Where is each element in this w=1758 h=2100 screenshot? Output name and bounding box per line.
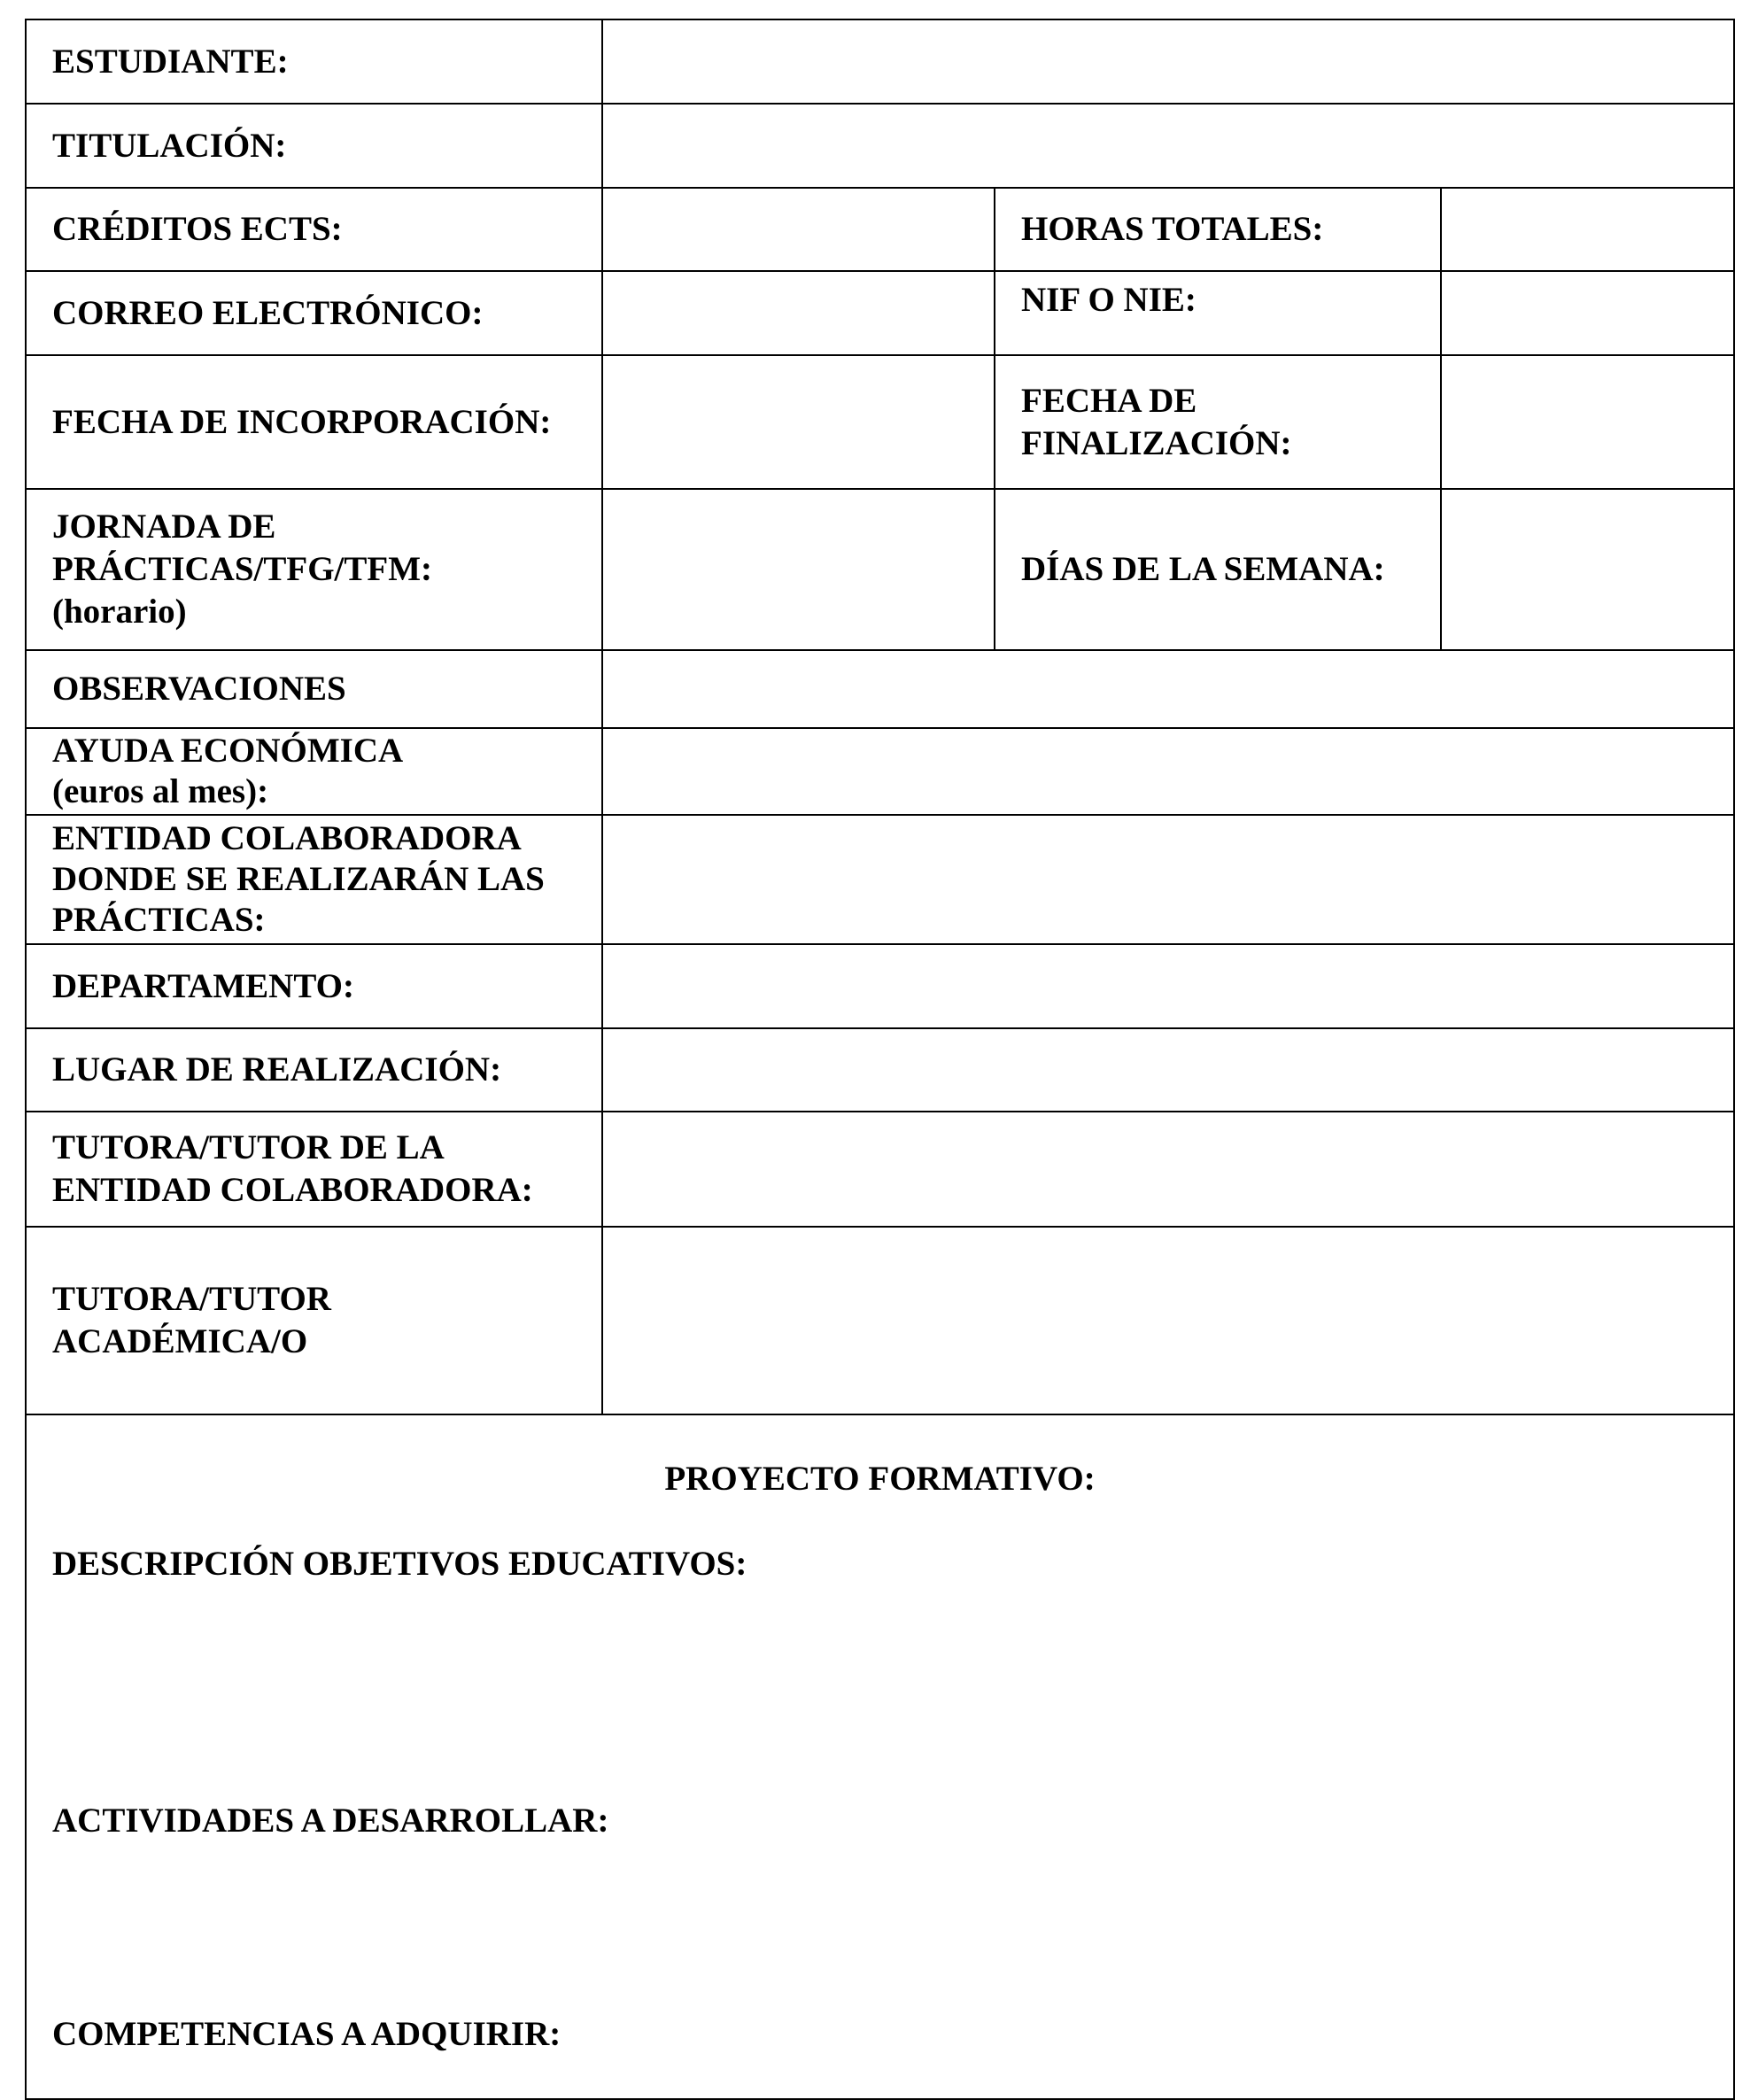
fecha-incorporacion-field[interactable] (602, 355, 995, 489)
descripcion-objetivos-label: DESCRIPCIÓN OBJETIVOS EDUCATIVOS: (52, 1545, 747, 1583)
entidad-colaboradora-field[interactable] (602, 815, 1734, 944)
observaciones-field[interactable] (602, 650, 1734, 728)
jornada-label: JORNADA DE PRÁCTICAS/TFG/TFM: (horario) (26, 489, 602, 650)
nif-nie-label: NIF O NIE: (995, 271, 1441, 355)
row-fechas (26, 355, 1734, 489)
creditos-ects-label: CRÉDITOS ECTS: (26, 188, 602, 271)
estudiante-label: ESTUDIANTE: (26, 19, 602, 104)
creditos-ects-field[interactable] (602, 188, 995, 271)
titulacion-field[interactable] (602, 104, 1734, 188)
row-jornada-dias (26, 489, 1734, 650)
tutor-academico-label: TUTORA/TUTOR ACADÉMICA/O (26, 1227, 602, 1414)
row-tutor-academico (26, 1227, 1734, 1414)
lugar-realizacion-label: LUGAR DE REALIZACIÓN: (26, 1028, 602, 1112)
horas-totales-label: HORAS TOTALES: (995, 188, 1441, 271)
ayuda-economica-field[interactable] (602, 728, 1734, 815)
departamento-label: DEPARTAMENTO: (26, 944, 602, 1028)
row-titulacion (26, 104, 1734, 188)
competencias-label: COMPETENCIAS A ADQUIRIR: (52, 2015, 561, 2053)
row-estudiante (26, 19, 1734, 104)
horas-totales-field[interactable] (1441, 188, 1734, 271)
row-proyecto-formativo (26, 1414, 1734, 2099)
practicas-form (25, 19, 1733, 2053)
nif-nie-field[interactable] (1441, 271, 1734, 355)
proyecto-formativo-section (26, 1414, 1734, 2099)
row-entidad-colaboradora (26, 815, 1734, 944)
row-lugar-realizacion (26, 1028, 1734, 1112)
fecha-finalizacion-label: FECHA DE FINALIZACIÓN: (995, 355, 1441, 489)
departamento-field[interactable] (602, 944, 1734, 1028)
ayuda-economica-label: AYUDA ECONÓMICA (euros al mes): (26, 728, 602, 815)
dias-semana-field[interactable] (1441, 489, 1734, 650)
row-ayuda-economica (26, 728, 1734, 815)
estudiante-field[interactable] (602, 19, 1734, 104)
fecha-incorporacion-label: FECHA DE INCORPORACIÓN: (26, 355, 602, 489)
row-creditos-horas (26, 188, 1734, 271)
form-table (25, 19, 1735, 2100)
descripcion-objetivos-area[interactable] (52, 1628, 1733, 1757)
row-correo-nif (26, 271, 1734, 355)
actividades-area[interactable] (52, 1885, 1733, 1971)
dias-semana-label: DÍAS DE LA SEMANA: (995, 489, 1441, 650)
fecha-finalizacion-field[interactable] (1441, 355, 1734, 489)
actividades-label: ACTIVIDADES A DESARROLLAR: (52, 1802, 609, 1840)
row-tutor-entidad (26, 1112, 1734, 1227)
jornada-field[interactable] (602, 489, 995, 650)
titulacion-label: TITULACIÓN: (26, 104, 602, 188)
correo-field[interactable] (602, 271, 995, 355)
proyecto-formativo-title: PROYECTO FORMATIVO: (664, 1460, 1096, 1498)
row-observaciones (26, 650, 1734, 728)
tutor-academico-field[interactable] (602, 1227, 1734, 1414)
observaciones-label: OBSERVACIONES (26, 650, 602, 728)
row-departamento (26, 944, 1734, 1028)
tutor-entidad-field[interactable] (602, 1112, 1734, 1227)
tutor-entidad-label: TUTORA/TUTOR DE LA ENTIDAD COLABORADORA: (26, 1112, 602, 1227)
correo-label: CORREO ELECTRÓNICO: (26, 271, 602, 355)
entidad-colaboradora-label: ENTIDAD COLABORADORA DONDE SE REALIZARÁN LAS PRÁCTICAS: (26, 815, 602, 944)
lugar-realizacion-field[interactable] (602, 1028, 1734, 1112)
